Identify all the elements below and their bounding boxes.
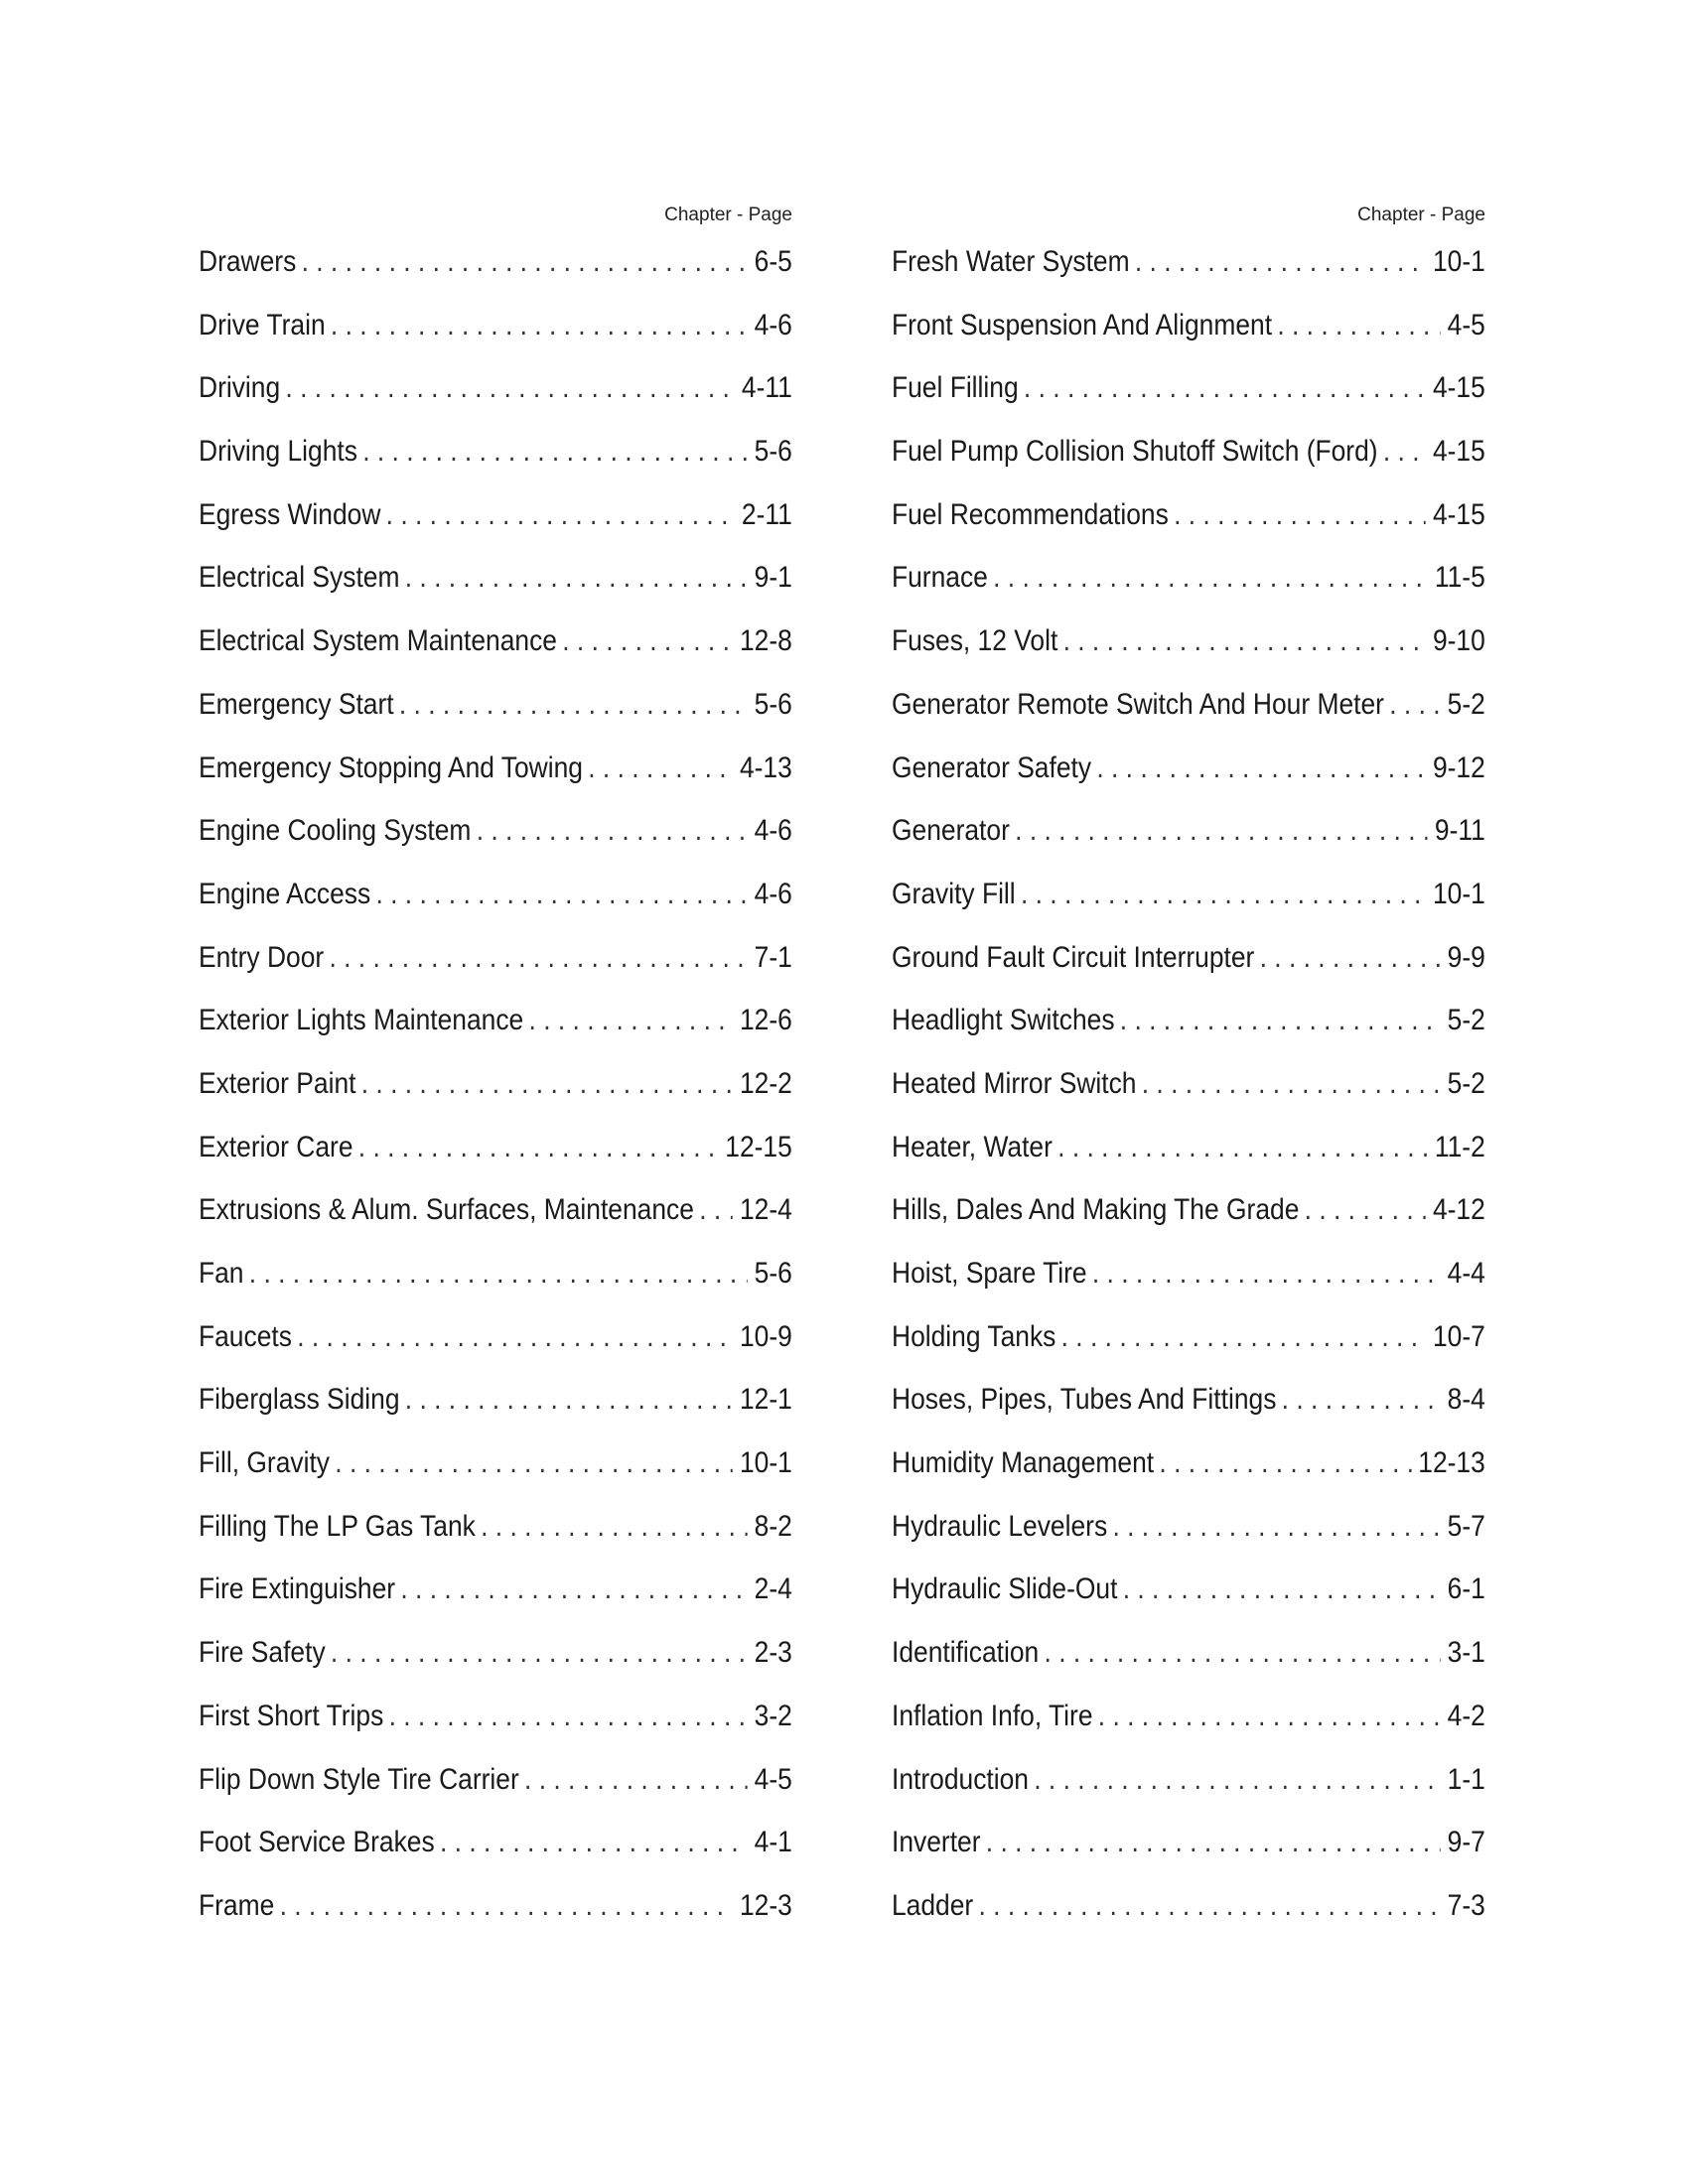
index-entry — [892, 1256, 1485, 1319]
entry-page-number: 4-12 — [1432, 1193, 1485, 1227]
index-entry — [892, 813, 1485, 877]
dot-leader — [1123, 1571, 1441, 1607]
entry-term: Fuses, 12 Volt — [892, 624, 1058, 658]
entry-page-number: 5-7 — [1447, 1509, 1485, 1543]
dot-leader — [249, 1256, 748, 1292]
index-entry — [199, 687, 792, 751]
entry-term: Electrical System Maintenance — [199, 624, 557, 658]
dot-leader — [362, 434, 747, 470]
index-entry — [892, 1319, 1485, 1383]
entry-term: Frame — [199, 1888, 275, 1922]
entry-page-number: 1-1 — [1447, 1762, 1485, 1796]
dot-leader — [1120, 1003, 1441, 1038]
index-entry — [892, 687, 1485, 751]
index-entry — [892, 560, 1485, 623]
dot-leader — [375, 877, 747, 912]
entry-term: Filling The LP Gas Tank — [199, 1509, 476, 1543]
index-entry — [199, 1256, 792, 1319]
entry-page-number: 9-11 — [1434, 814, 1485, 848]
index-entry — [892, 1003, 1485, 1066]
entry-term: Fill, Gravity — [199, 1446, 330, 1480]
entry-page-number: 5-2 — [1447, 1066, 1485, 1100]
dot-leader — [1174, 497, 1426, 533]
index-entry — [199, 623, 792, 687]
entry-page-number: 8-2 — [754, 1509, 792, 1543]
entry-term: Driving — [199, 371, 281, 405]
entry-list — [199, 244, 792, 1952]
dot-leader — [386, 497, 735, 533]
entry-page-number: 12-4 — [739, 1193, 792, 1227]
entry-term: Fiberglass Siding — [199, 1383, 400, 1417]
index-entry — [892, 1445, 1485, 1509]
entry-term: Foot Service Brakes — [199, 1826, 435, 1859]
entry-term: Generator Safety — [892, 751, 1092, 784]
entry-page-number: 5-2 — [1447, 1004, 1485, 1037]
dot-leader — [993, 560, 1428, 596]
dot-leader — [1277, 308, 1440, 343]
index-entry — [199, 1003, 792, 1066]
index-entry — [199, 308, 792, 371]
entry-page-number: 12-3 — [739, 1888, 792, 1922]
entry-page-number: 10-1 — [1432, 245, 1485, 278]
dot-leader — [1159, 1445, 1411, 1481]
dot-leader — [1096, 751, 1426, 786]
dot-leader — [302, 244, 748, 280]
entry-term: Engine Cooling System — [199, 814, 472, 848]
entry-page-number: 2-3 — [754, 1636, 792, 1670]
entry-page-number: 6-1 — [1447, 1572, 1485, 1606]
entry-page-number: 4-11 — [741, 371, 792, 405]
entry-page-number: 4-15 — [1432, 371, 1485, 405]
dot-leader — [1015, 813, 1428, 849]
column-header: Chapter - Page — [1357, 205, 1485, 225]
dot-leader — [389, 1699, 748, 1734]
entry-term: Hoses, Pipes, Tubes And Fittings — [892, 1383, 1277, 1417]
entry-page-number: 4-1 — [754, 1826, 792, 1859]
entry-page-number: 10-9 — [739, 1319, 792, 1353]
dot-leader — [1021, 877, 1426, 912]
dot-leader — [1282, 1382, 1441, 1418]
dot-leader — [1098, 1699, 1441, 1734]
entry-page-number: 8-4 — [1447, 1383, 1485, 1417]
entry-page-number: 2-11 — [741, 497, 792, 531]
index-entry — [892, 1509, 1485, 1572]
entry-term: Flip Down Style Tire Carrier — [199, 1762, 519, 1796]
entry-term: Drawers — [199, 245, 297, 278]
entry-page-number: 9-1 — [754, 561, 792, 595]
index-entry — [199, 1192, 792, 1256]
dot-leader — [978, 1888, 1440, 1924]
entry-term: Egress Window — [199, 497, 381, 531]
dot-leader — [588, 751, 733, 786]
index-entry — [199, 1825, 792, 1888]
dot-leader — [986, 1825, 1441, 1860]
dot-leader — [400, 1571, 747, 1607]
entry-page-number: 12-2 — [739, 1066, 792, 1100]
entry-page-number: 3-1 — [1447, 1636, 1485, 1670]
index-column-right — [892, 204, 1485, 1952]
entry-page-number: 5-6 — [754, 1257, 792, 1290]
index-entry — [892, 1382, 1485, 1445]
entry-page-number: 2-4 — [754, 1572, 792, 1606]
entry-page-number: 5-2 — [1447, 687, 1485, 721]
index-entry — [199, 244, 792, 308]
index-entry — [892, 623, 1485, 687]
entry-term: Fuel Recommendations — [892, 497, 1169, 531]
dot-leader — [1305, 1192, 1426, 1228]
entry-term: Emergency Start — [199, 687, 394, 721]
entry-page-number: 4-15 — [1432, 435, 1485, 469]
index-entry — [199, 1762, 792, 1826]
entry-term: Furnace — [892, 561, 988, 595]
dot-leader — [1092, 1256, 1441, 1292]
index-entry — [199, 370, 792, 434]
index-entry — [892, 940, 1485, 1004]
entry-page-number: 4-5 — [754, 1762, 792, 1796]
entry-term: Inflation Info, Tire — [892, 1699, 1093, 1732]
dot-leader — [529, 1003, 733, 1038]
index-entry — [199, 497, 792, 561]
entry-term: Engine Access — [199, 877, 371, 910]
index-entry — [892, 1066, 1485, 1130]
entry-page-number: 10-1 — [739, 1446, 792, 1480]
entry-page-number: 12-15 — [725, 1130, 792, 1163]
dot-leader — [1034, 1762, 1440, 1798]
index-entry — [199, 751, 792, 814]
dot-leader — [1024, 370, 1426, 406]
entry-page-number: 9-7 — [1447, 1826, 1485, 1859]
entry-page-number: 9-9 — [1447, 940, 1485, 974]
column-header: Chapter - Page — [664, 205, 792, 225]
dot-leader — [361, 1066, 733, 1102]
entry-page-number: 12-1 — [739, 1383, 792, 1417]
index-entry — [892, 1699, 1485, 1762]
entry-page-number: 3-2 — [754, 1699, 792, 1732]
entry-page-number: 12-6 — [739, 1004, 792, 1037]
entry-term: Electrical System — [199, 561, 400, 595]
entry-term: Holding Tanks — [892, 1319, 1056, 1353]
dot-leader — [331, 308, 748, 343]
index-entry — [199, 434, 792, 497]
index-entry — [199, 813, 792, 877]
entry-term: Driving Lights — [199, 435, 357, 469]
dot-leader — [285, 370, 734, 406]
entry-term: Fuel Filling — [892, 371, 1019, 405]
entry-term: Inverter — [892, 1826, 981, 1859]
entry-list — [892, 244, 1485, 1952]
index-entry — [199, 560, 792, 623]
index-entry — [892, 497, 1485, 561]
index-entry — [892, 1571, 1485, 1635]
entry-page-number: 4-15 — [1432, 497, 1485, 531]
dot-leader — [1112, 1509, 1440, 1545]
dot-leader — [1045, 1635, 1441, 1671]
dot-leader — [1063, 623, 1426, 659]
dot-leader — [335, 1445, 733, 1481]
dot-leader — [1389, 687, 1440, 723]
dot-leader — [297, 1319, 733, 1355]
index-entry — [892, 434, 1485, 497]
entry-term: Fire Safety — [199, 1636, 326, 1670]
entry-term: Exterior Care — [199, 1130, 353, 1163]
entry-term: Hills, Dales And Making The Grade — [892, 1193, 1300, 1227]
entry-page-number: 4-6 — [754, 814, 792, 848]
dot-leader — [440, 1825, 748, 1860]
dot-leader — [524, 1762, 748, 1798]
dot-leader — [405, 560, 748, 596]
entry-term: Identification — [892, 1636, 1040, 1670]
entry-page-number: 4-4 — [1447, 1257, 1485, 1290]
entry-term: Hydraulic Levelers — [892, 1509, 1108, 1543]
entry-page-number: 5-6 — [754, 687, 792, 721]
entry-term: Hydraulic Slide-Out — [892, 1572, 1118, 1606]
entry-term: Drive Train — [199, 308, 326, 341]
entry-term: Heater, Water — [892, 1130, 1053, 1163]
entry-page-number: 4-6 — [754, 877, 792, 910]
dot-leader — [399, 687, 748, 723]
entry-page-number: 12-13 — [1418, 1446, 1485, 1480]
index-entry — [199, 1635, 792, 1699]
entry-term: Heated Mirror Switch — [892, 1066, 1137, 1100]
entry-term: Fresh Water System — [892, 245, 1130, 278]
entry-term: Humidity Management — [892, 1446, 1155, 1480]
dot-leader — [1383, 434, 1426, 470]
dot-leader — [358, 1130, 718, 1165]
entry-page-number: 9-10 — [1432, 624, 1485, 658]
index-entry — [199, 940, 792, 1004]
entry-term: Exterior Lights Maintenance — [199, 1004, 524, 1037]
index-entry — [892, 751, 1485, 814]
dot-leader — [1142, 1066, 1441, 1102]
index-entry — [892, 1130, 1485, 1193]
entry-term: Gravity Fill — [892, 877, 1016, 910]
dot-leader — [331, 1635, 748, 1671]
index-entry — [199, 1445, 792, 1509]
index-entry — [199, 1571, 792, 1635]
entry-page-number: 4-2 — [1447, 1699, 1485, 1732]
index-entry — [199, 877, 792, 940]
dot-leader — [280, 1888, 733, 1924]
entry-term: Ground Fault Circuit Interrupter — [892, 940, 1255, 974]
entry-term: Headlight Switches — [892, 1004, 1115, 1037]
entry-term: Generator — [892, 814, 1010, 848]
index-entry — [892, 244, 1485, 308]
entry-page-number: 10-1 — [1432, 877, 1485, 910]
entry-term: Generator Remote Switch And Hour Meter — [892, 687, 1384, 721]
entry-term: Exterior Paint — [199, 1066, 356, 1100]
entry-term: Ladder — [892, 1888, 974, 1922]
entry-term: First Short Trips — [199, 1699, 384, 1732]
index-entry — [892, 1192, 1485, 1256]
entry-page-number: 4-13 — [739, 751, 792, 784]
dot-leader — [481, 1509, 747, 1545]
index-column-left — [199, 204, 792, 1952]
entry-term: Introduction — [892, 1762, 1029, 1796]
dot-leader — [699, 1192, 733, 1228]
entry-page-number: 7-1 — [754, 940, 792, 974]
index-entry — [892, 308, 1485, 371]
entry-page-number: 12-8 — [739, 624, 792, 658]
index-entry — [199, 1888, 792, 1952]
index-entry — [199, 1509, 792, 1572]
entry-page-number: 7-3 — [1447, 1888, 1485, 1922]
entry-page-number: 11-5 — [1434, 561, 1485, 595]
entry-term: Emergency Stopping And Towing — [199, 751, 583, 784]
index-entry — [892, 877, 1485, 940]
index-entry — [199, 1130, 792, 1193]
entry-page-number: 9-12 — [1432, 751, 1485, 784]
index-entry — [892, 1762, 1485, 1826]
dot-leader — [477, 813, 748, 849]
index-entry — [199, 1319, 792, 1383]
index-entry — [892, 370, 1485, 434]
dot-leader — [1061, 1319, 1426, 1355]
entry-page-number: 5-6 — [754, 435, 792, 469]
index-entry — [892, 1888, 1485, 1952]
entry-term: Entry Door — [199, 940, 325, 974]
dot-leader — [329, 940, 747, 976]
dot-leader — [1260, 940, 1441, 976]
dot-leader — [562, 623, 733, 659]
index-entry — [892, 1635, 1485, 1699]
entry-page-number: 4-5 — [1447, 308, 1485, 341]
entry-term: Fire Extinguisher — [199, 1572, 396, 1606]
index-entry — [199, 1382, 792, 1445]
index-entry — [199, 1066, 792, 1130]
dot-leader — [405, 1382, 733, 1418]
entry-page-number: 10-7 — [1432, 1319, 1485, 1353]
entry-term: Extrusions & Alum. Surfaces, Maintenance — [199, 1193, 694, 1227]
entry-term: Front Suspension And Alignment — [892, 308, 1273, 341]
dot-leader — [1135, 244, 1426, 280]
entry-term: Faucets — [199, 1319, 292, 1353]
index-entry — [892, 1825, 1485, 1888]
entry-page-number: 4-6 — [754, 308, 792, 341]
entry-term: Hoist, Spare Tire — [892, 1257, 1087, 1290]
entry-page-number: 11-2 — [1434, 1130, 1485, 1163]
index-entry — [199, 1699, 792, 1762]
entry-page-number: 6-5 — [754, 245, 792, 278]
entry-term: Fuel Pump Collision Shutoff Switch (Ford) — [892, 435, 1378, 469]
entry-term: Fan — [199, 1257, 244, 1290]
dot-leader — [1057, 1130, 1428, 1165]
